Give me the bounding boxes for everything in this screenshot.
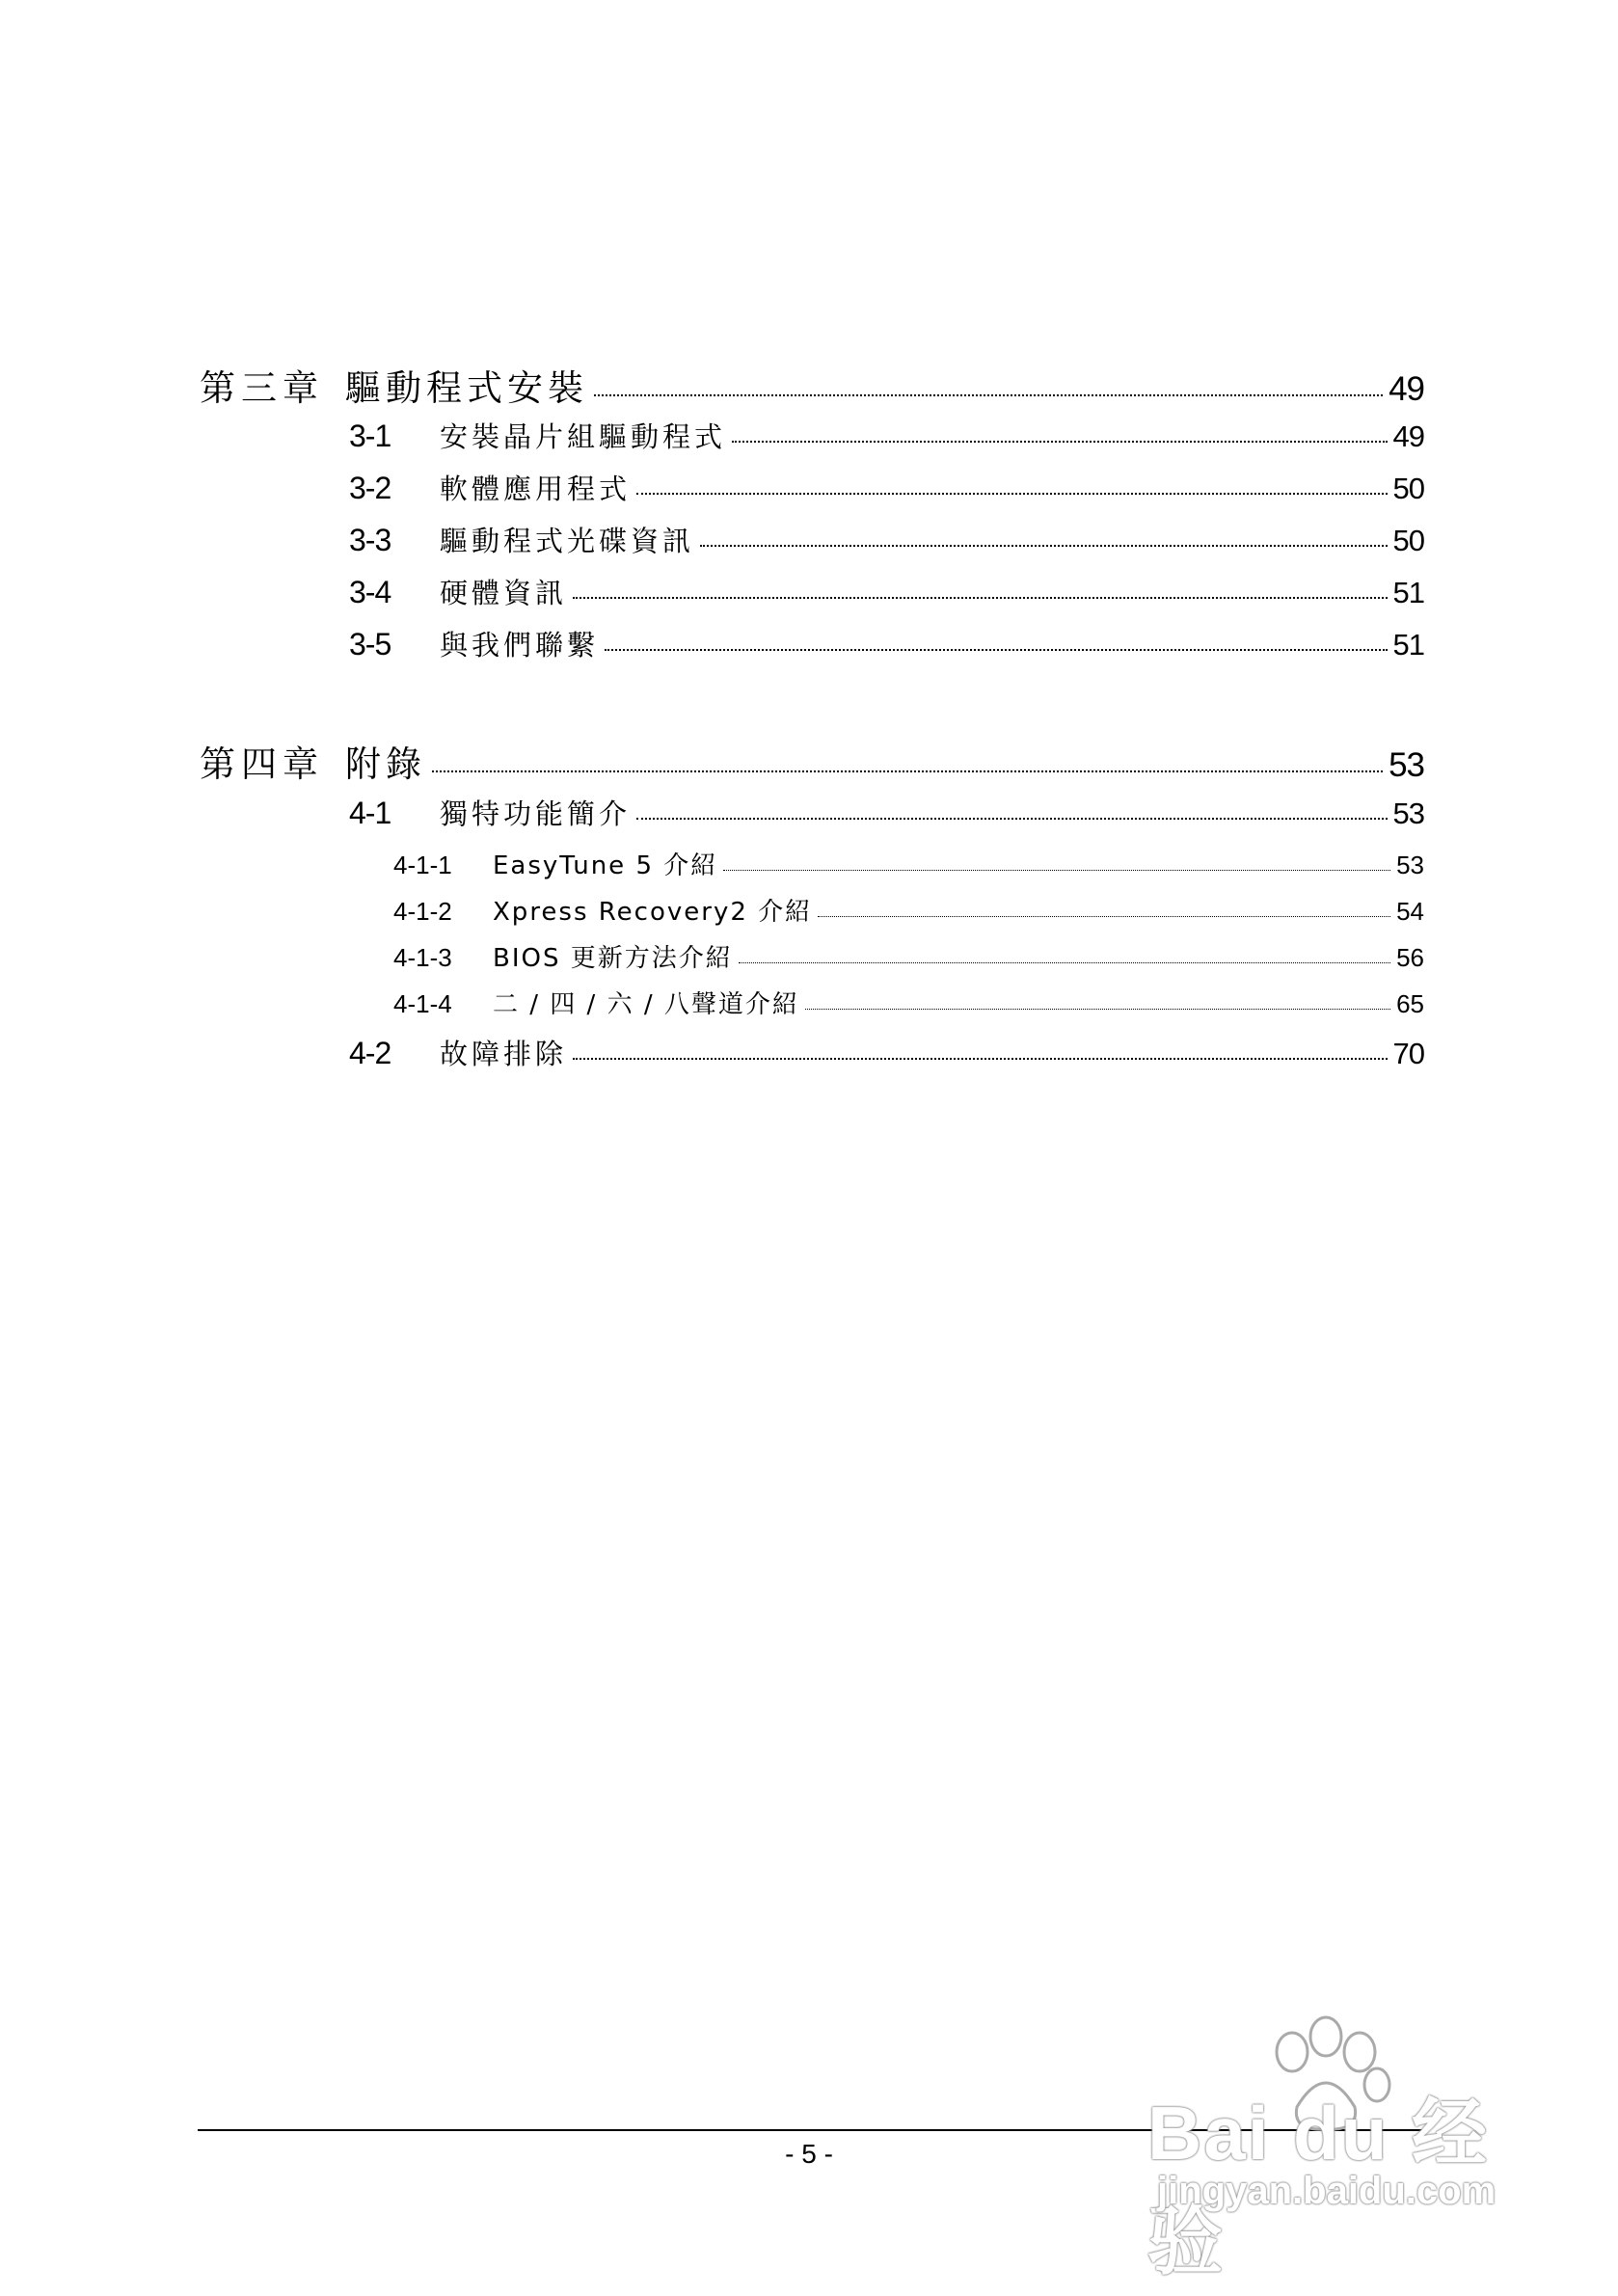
toc-subsection-4-1-3[interactable] xyxy=(393,938,1424,974)
footer-page-number: - 5 - xyxy=(785,2139,833,2169)
section-page-number: 49 xyxy=(1392,419,1424,453)
subsection-title: 二 / 四 / 六 / 八聲道介紹 xyxy=(493,990,799,1019)
section-number: 3-1 xyxy=(349,419,391,453)
subsection-page-number: 53 xyxy=(1396,851,1424,879)
subsection-page-number: 65 xyxy=(1396,989,1424,1018)
toc-subsection-4-1-4[interactable] xyxy=(393,985,1424,1020)
dot-leader xyxy=(573,1058,1388,1060)
section-title: 與我們聯繫 xyxy=(440,629,600,662)
dot-leader xyxy=(636,493,1388,495)
watermark-url: jingyan.baidu.com xyxy=(1157,2170,1497,2212)
chapter-title: 驅動程式安裝 xyxy=(345,367,588,409)
toc-section-3-3[interactable] xyxy=(349,520,1424,559)
section-title: 驅動程式光碟資訊 xyxy=(440,525,695,557)
toc-section-3-5[interactable] xyxy=(349,624,1424,663)
toc-subsection-4-1-2[interactable] xyxy=(393,892,1424,928)
chapter-label: 第四章 xyxy=(200,743,324,785)
chapter-label: 第三章 xyxy=(200,367,324,409)
section-title: 獨特功能簡介 xyxy=(440,797,632,830)
section-page-number: 53 xyxy=(1392,797,1424,830)
dot-leader xyxy=(636,818,1388,820)
section-page-number: 51 xyxy=(1392,628,1424,662)
subsection-number: 4-1-1 xyxy=(393,851,452,879)
dot-leader xyxy=(700,545,1388,547)
dot-leader xyxy=(605,649,1388,651)
section-number: 4-1 xyxy=(349,796,391,830)
section-number: 3-4 xyxy=(349,575,391,609)
subsection-title: EasyTune 5 介紹 xyxy=(493,851,718,880)
chapter-page-number: 49 xyxy=(1389,370,1424,408)
section-number: 3-3 xyxy=(349,523,391,557)
section-number: 4-2 xyxy=(349,1036,391,1070)
dot-leader xyxy=(573,597,1388,599)
subsection-page-number: 54 xyxy=(1396,897,1424,926)
dot-leader xyxy=(732,441,1388,443)
section-page-number: 51 xyxy=(1392,576,1424,609)
section-number: 3-5 xyxy=(349,627,391,662)
toc-section-3-4[interactable] xyxy=(349,572,1424,611)
baidu-jingyan-watermark xyxy=(1138,2015,1543,2283)
section-title: 軟體應用程式 xyxy=(440,473,632,505)
subsection-number: 4-1-4 xyxy=(393,989,452,1018)
section-title: 安裝晶片組驅動程式 xyxy=(440,420,727,453)
section-page-number: 70 xyxy=(1392,1037,1424,1070)
subsection-number: 4-1-3 xyxy=(393,943,452,972)
dot-leader xyxy=(594,394,1383,396)
subsection-number: 4-1-2 xyxy=(393,897,452,926)
dot-leader xyxy=(432,770,1383,772)
section-title: 硬體資訊 xyxy=(440,577,568,609)
dot-leader xyxy=(818,916,1390,917)
chapter-page-number: 53 xyxy=(1389,746,1424,784)
chapter-title: 附錄 xyxy=(345,743,426,785)
subsection-title: BIOS 更新方法介紹 xyxy=(493,944,733,973)
subsection-title: Xpress Recovery2 介紹 xyxy=(493,898,813,927)
dot-leader xyxy=(723,870,1390,871)
toc-chapter-3[interactable] xyxy=(200,359,1424,411)
toc-section-4-2[interactable] xyxy=(349,1033,1424,1072)
toc-section-3-1[interactable] xyxy=(349,416,1424,455)
toc-chapter-4[interactable] xyxy=(200,735,1424,787)
subsection-page-number: 56 xyxy=(1396,943,1424,972)
section-number: 3-2 xyxy=(349,471,391,505)
section-page-number: 50 xyxy=(1392,472,1424,505)
toc-section-3-2[interactable] xyxy=(349,468,1424,507)
toc-subsection-4-1-1[interactable] xyxy=(393,846,1424,881)
toc-section-4-1[interactable] xyxy=(349,793,1424,832)
section-title: 故障排除 xyxy=(440,1038,568,1070)
section-page-number: 50 xyxy=(1392,524,1424,557)
watermark-logo-text: Bai du 经验 xyxy=(1147,2091,1490,2283)
dot-leader xyxy=(739,962,1390,963)
dot-leader xyxy=(805,1009,1390,1010)
